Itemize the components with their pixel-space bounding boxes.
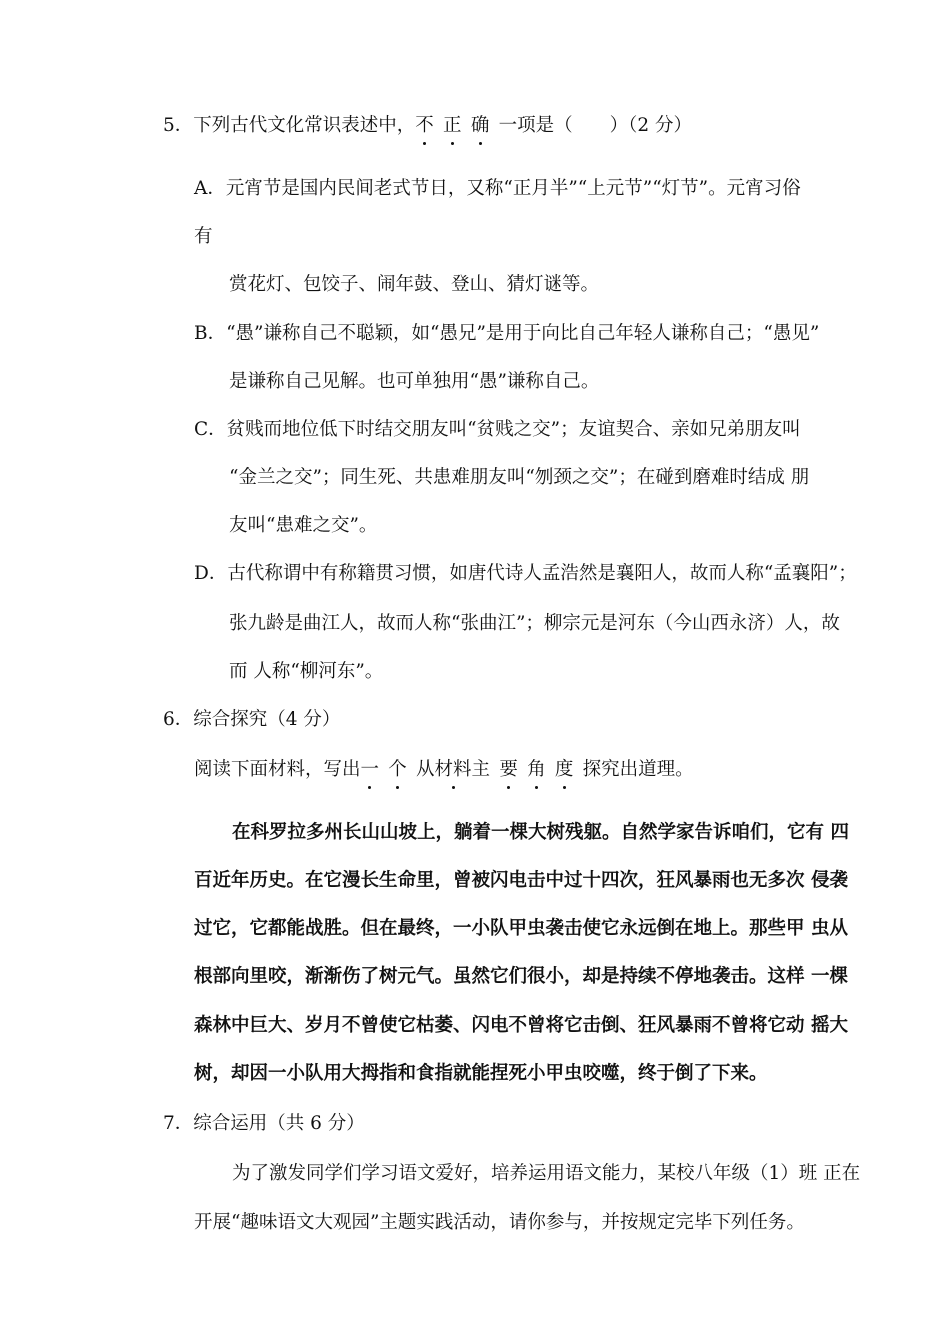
q6-passage-line: 树，却因一小队用大拇指和食指就能捏死小甲虫咬噬，终于倒了下来。 <box>194 1063 768 1084</box>
q6-emph: 个 <box>388 759 407 780</box>
q5-option-a-line: 有 <box>194 226 213 247</box>
q6-passage-line: 百近年历史。在它漫长生命里，曾被闪电击中过十四次，狂风暴雨也无多次 侵袭 <box>194 870 848 891</box>
q7-title: 7．综合运用（共 6 分） <box>163 1113 365 1134</box>
q6-emph: 角 <box>527 759 546 780</box>
q6-emph: 一 <box>360 759 380 780</box>
q6-instr-suffix: 探究出道理。 <box>582 759 694 780</box>
q5-option-d-line: D．古代称谓中有称籍贯习惯，如唐代诗人孟浩然是襄阳人，故而人称“孟襄阳”； <box>194 563 857 584</box>
q5-option-c-line: C．贫贱而地位低下时结交朋友叫“贫贱之交”；友谊契合、亲如兄弟朋友叫 <box>194 419 801 440</box>
q5-emph-char: 不 <box>415 115 434 136</box>
q5-stem-suffix: 一项是（ ）（2 分） <box>498 115 692 136</box>
q7-intro-line: 开展“趣味语文大观园”主题实践活动，请你参与，并按规定完毕下列任务。 <box>194 1212 805 1233</box>
q6-emph: 度 <box>554 759 574 780</box>
q5-emph-char: 正 <box>443 115 462 136</box>
q6-title: 6．综合探究（4 分） <box>163 709 341 730</box>
q5-option-a-line: A．元宵节是国内民间老式节日，又称“正月半”“上元节”“灯节”。元宵习俗 <box>194 178 801 199</box>
q6-instr-prefix: 阅读下面材料，写出 <box>194 759 361 780</box>
q6-emph: 从材料主 <box>416 759 491 780</box>
q6-passage-line: 森林中巨大、岁月不曾使它枯萎、闪电不曾将它击倒、狂风暴雨不曾将它动 摇大 <box>194 1015 848 1036</box>
q6-passage-line: 根部向里咬，渐渐伤了树元气。虽然它们很小，却是持续不停地袭击。这样 一棵 <box>194 966 848 987</box>
q5-stem <box>163 111 692 137</box>
q5-option-a-line: 赏花灯、包饺子、闹年鼓、登山、猜灯谜等。 <box>229 274 600 295</box>
q5-option-c-line: 友叫“患难之交”。 <box>229 515 378 536</box>
q6-instruction <box>194 755 694 781</box>
q5-option-b-line: 是谦称自己见解。也可单独用“愚”谦称自己。 <box>229 371 600 392</box>
q5-emph-char: 确 <box>470 115 490 136</box>
q6-emph: 要 <box>499 759 518 780</box>
q7-intro-line: 为了激发同学们学习语文爱好，培养运用语文能力，某校八年级（1）班 正在 <box>232 1163 861 1184</box>
q5-option-d-line: 张九龄是曲江人，故而人称“张曲江”；柳宗元是河东（今山西永济）人，故 <box>229 613 840 634</box>
q6-passage-line: 在科罗拉多州长山山坡上，躺着一棵大树残躯。自然学家告诉咱们，它有 四 <box>232 822 849 843</box>
q5-option-d-line: 而 人称“柳河东”。 <box>229 661 384 682</box>
q5-option-c-line: “金兰之交”；同生死、共患难朋友叫“刎颈之交”；在碰到磨难时结成 朋 <box>229 467 810 488</box>
q6-passage-line: 过它，它都能战胜。但在最终，一小队甲虫袭击使它永远倒在地上。那些甲 虫从 <box>194 918 848 939</box>
q5-option-b-line: B．“愚”谦称自己不聪颖，如“愚兄”是用于向比自己年轻人谦称自己；“愚见” <box>194 323 820 344</box>
q5-stem-prefix: 5．下列古代文化常识表述中， <box>163 115 416 136</box>
